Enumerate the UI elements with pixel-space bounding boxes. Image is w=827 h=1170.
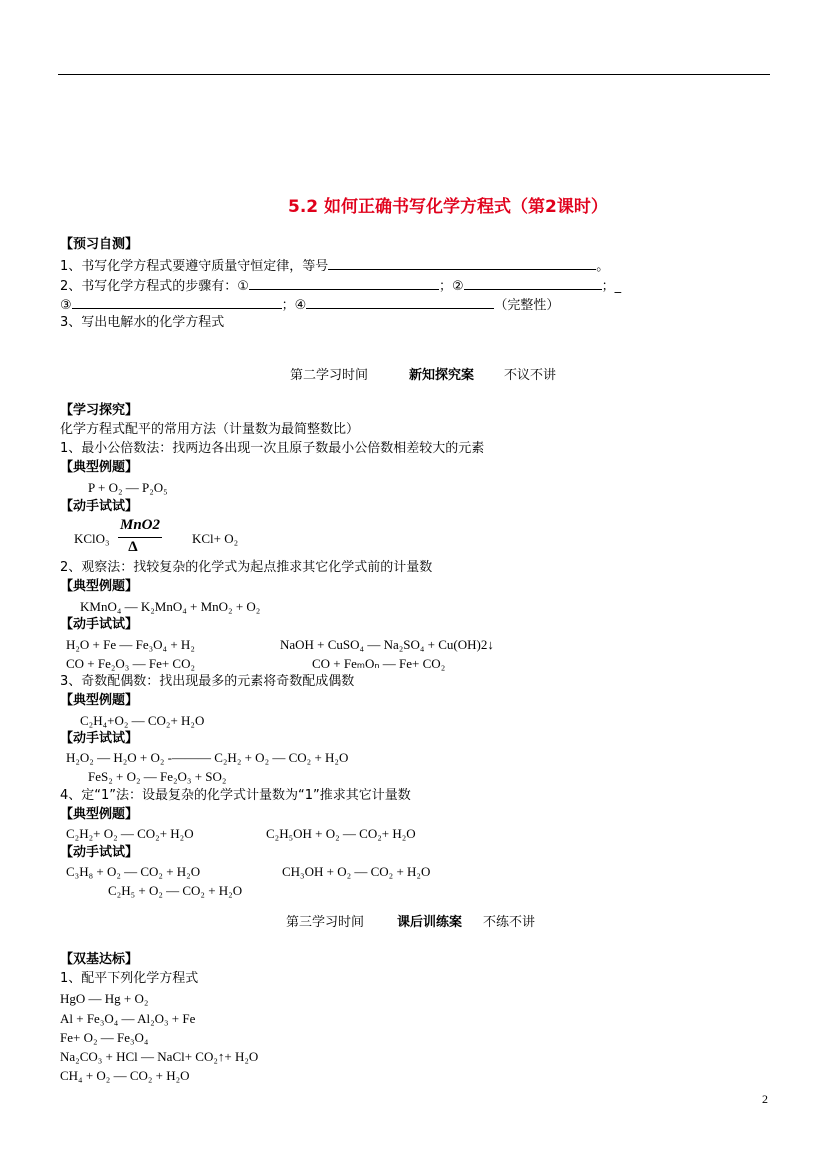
- equation: H₂O₂ — H₂O + O₂ -——— C₂H₂ + O₂ — CO₂ + H₂O: [66, 750, 349, 765]
- heat-symbol: Δ: [128, 539, 138, 555]
- equation: C₂H₅OH + O₂ — CO₂+ H₂O: [266, 826, 416, 841]
- preview-q1: [60, 256, 609, 276]
- page-number: 2: [762, 1092, 768, 1106]
- equation: C₃H₈ + O₂ — CO₂ + H₂O: [66, 864, 201, 879]
- preview-q2-sep1: ；②: [438, 279, 464, 294]
- equation: Al + Fe₃O₄ — Al₂O₃ + Fe: [60, 1011, 196, 1026]
- preview-q1-text: 1、书写化学方程式要遵守质量守恒定律，等号: [60, 259, 329, 274]
- equation: Fe+ O₂ — Fe₃O₄: [60, 1030, 149, 1045]
- answer-blank[interactable]: [464, 276, 602, 290]
- equation: Na₂CO₃ + HCl — NaCl+ CO₂↑+ H₂O: [60, 1049, 259, 1064]
- section2-motto: 不议不讲: [504, 368, 557, 383]
- equation: C₂H₄+O₂ — CO₂+ H₂O: [80, 713, 205, 728]
- preview-q2-line2: [60, 295, 559, 315]
- practice-q1: 1、配平下列化学方程式: [60, 971, 199, 986]
- answer-blank[interactable]: [72, 295, 282, 309]
- preview-heading: 【预习自测】: [60, 237, 139, 252]
- answer-blank[interactable]: [328, 256, 596, 270]
- try-heading: 【动手试试】: [60, 499, 139, 514]
- equation: NaOH + CuSO₄ — Na₂SO₄ + Cu(OH)2↓: [280, 637, 494, 652]
- preview-q2-sep3: ；④: [281, 298, 307, 313]
- explore-intro: 化学方程式配平的常用方法（计量数为最简整数比）: [60, 422, 360, 437]
- method-2: 2、观察法：找较复杂的化学式为起点推求其它化学式前的计量数: [60, 560, 433, 575]
- equation: C₂H₂+ O₂ — CO₂+ H₂O: [66, 826, 194, 841]
- section3-time: 第三学习时间: [286, 915, 365, 930]
- method-1: 1、最小公倍数法：找两边各出现一次且原子数最小公倍数相差较大的元素: [60, 441, 485, 456]
- preview-q2-end: （完整性）: [494, 298, 560, 313]
- section3-name: 课后训练案: [397, 915, 463, 930]
- example-heading: 【典型例题】: [60, 807, 139, 822]
- example-heading: 【典型例题】: [60, 579, 139, 594]
- try-heading: 【动手试试】: [60, 617, 139, 632]
- preview-q2-text: 2、书写化学方程式的步骤有：①: [60, 279, 249, 294]
- equation: FeS₂ + O₂ — Fe₂O₃ + SO₂: [88, 769, 227, 784]
- equation: C₂H₅ + O₂ — CO₂ + H₂O: [108, 883, 243, 898]
- equation-reactant: KClO₃: [74, 531, 110, 546]
- equation-products: KCl+ O₂: [192, 531, 239, 546]
- equation: KMnO₄ — K₂MnO₄ + MnO₂ + O₂: [80, 599, 261, 614]
- method-4: 4、定“1”法：设最复杂的化学式计量数为“1”推求其它计量数: [60, 788, 411, 803]
- equation: CO + Fe₂O₃ — Fe+ CO₂: [66, 656, 196, 671]
- preview-q2-line2-start: ③: [60, 298, 72, 313]
- example-heading: 【典型例题】: [60, 460, 139, 475]
- preview-q2: [60, 276, 621, 296]
- catalyst-label: MnO2: [119, 517, 160, 533]
- practice-heading: 【双基达标】: [60, 952, 139, 967]
- section2-name: 新知探究案: [409, 368, 475, 383]
- answer-blank[interactable]: [306, 295, 494, 309]
- example-heading: 【典型例题】: [60, 693, 139, 708]
- try-heading: 【动手试试】: [60, 845, 139, 860]
- equation: H₂O + Fe — Fe₃O₄ + H₂: [66, 637, 195, 652]
- answer-blank[interactable]: [249, 276, 439, 290]
- try-heading: 【动手试试】: [60, 731, 139, 746]
- equation: CH₄ + O₂ — CO₂ + H₂O: [60, 1068, 190, 1083]
- section3-motto: 不练不讲: [483, 915, 536, 930]
- preview-q2-sep2: ；_: [601, 279, 622, 294]
- header-rule: [58, 74, 770, 75]
- equation: CO + FeₘOₙ — Fe+ CO₂: [312, 656, 446, 671]
- explore-heading: 【学习探究】: [60, 403, 139, 418]
- method-3: 3、奇数配偶数：找出现最多的元素将奇数配成偶数: [60, 674, 355, 689]
- equation: CH₃OH + O₂ — CO₂ + H₂O: [282, 864, 431, 879]
- preview-q3: 3、写出电解水的化学方程式: [60, 315, 225, 330]
- page-title: 5.2 如何正确书写化学方程式（第2课时）: [288, 197, 608, 217]
- section2-time: 第二学习时间: [290, 368, 369, 383]
- preview-q1-end: 。: [596, 259, 610, 274]
- equation: P + O₂ — P₂O₅: [88, 480, 168, 495]
- equation: HgO — Hg + O₂: [60, 991, 149, 1006]
